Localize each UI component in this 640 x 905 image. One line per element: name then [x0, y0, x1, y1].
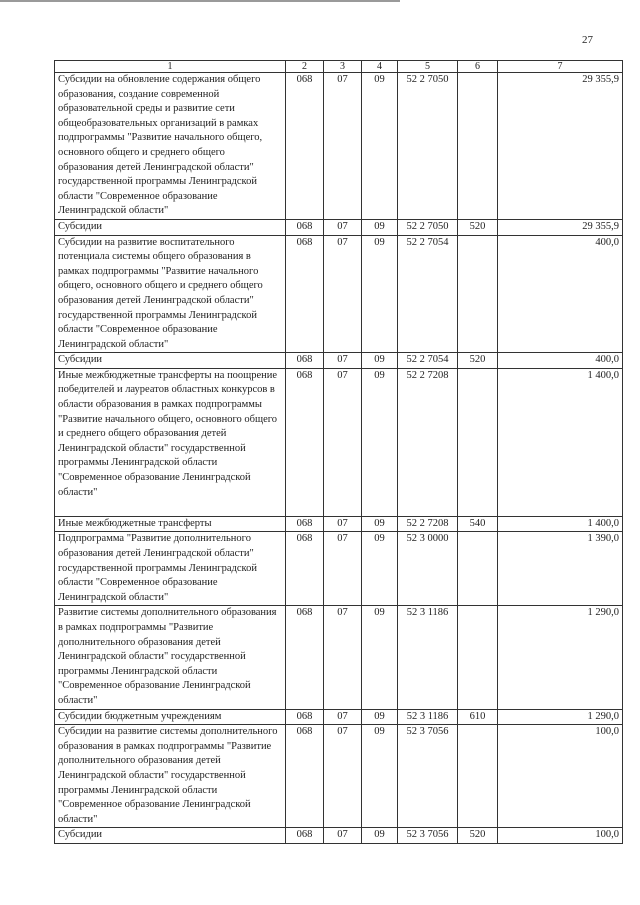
row-description: Субсидии на развитие системы дополнительного образования в рамках подпрограммы "Развитие дополнительного образования детей Ленинградской области" государственной программы Ленинградской области "Современное образование Ленинградской области": [55, 725, 286, 828]
section-code: 07: [324, 235, 362, 353]
expense-type-code: [458, 73, 498, 220]
ministry-code: 068: [286, 516, 324, 532]
section-code: 07: [324, 725, 362, 828]
amount-value: 29 355,9: [498, 219, 623, 235]
table-row: [55, 709, 623, 725]
section-code: 07: [324, 516, 362, 532]
table-row: [55, 73, 623, 220]
target-article-code: 52 3 7056: [398, 725, 458, 828]
top-rule: [0, 0, 400, 2]
row-description: Субсидии бюджетным учреждениям: [55, 709, 286, 725]
section-code: 07: [324, 709, 362, 725]
amount-value: 1 390,0: [498, 532, 623, 606]
table-row: [55, 235, 623, 353]
amount-value: 29 355,9: [498, 73, 623, 220]
section-code: 07: [324, 219, 362, 235]
amount-value: 100,0: [498, 725, 623, 828]
table-row: [55, 828, 623, 844]
ministry-code: 068: [286, 532, 324, 606]
ministry-code: 068: [286, 368, 324, 516]
ministry-code: 068: [286, 235, 324, 353]
amount-value: 1 400,0: [498, 516, 623, 532]
column-header: 5: [398, 61, 458, 73]
expense-type-code: [458, 725, 498, 828]
table-row: [55, 368, 623, 516]
subsection-code: 09: [362, 73, 398, 220]
target-article-code: 52 2 7054: [398, 235, 458, 353]
expense-type-code: [458, 235, 498, 353]
expense-type-code: 520: [458, 353, 498, 369]
target-article-code: 52 3 1186: [398, 709, 458, 725]
subsection-code: 09: [362, 606, 398, 709]
subsection-code: 09: [362, 532, 398, 606]
expense-type-code: [458, 606, 498, 709]
subsection-code: 09: [362, 368, 398, 516]
section-code: 07: [324, 353, 362, 369]
table-row: [55, 725, 623, 828]
table-row: [55, 353, 623, 369]
amount-value: 1 290,0: [498, 606, 623, 709]
target-article-code: 52 3 7056: [398, 828, 458, 844]
ministry-code: 068: [286, 219, 324, 235]
expense-type-code: 540: [458, 516, 498, 532]
expense-type-code: 520: [458, 828, 498, 844]
ministry-code: 068: [286, 353, 324, 369]
page-number: 27: [582, 34, 593, 46]
amount-value: 1 400,0: [498, 368, 623, 516]
expense-type-code: 610: [458, 709, 498, 725]
row-description: Субсидии на обновление содержания общего образования, создание современной образовательной среды и развитие сети общеобразовательных организаций в рамках подпрограммы "Развитие начального общего, основного общего и среднего общего образования детей Ленинградской области" государственной программы Ленинградской области "Современное образование Ленинградской области": [55, 73, 286, 220]
row-description: Субсидии: [55, 353, 286, 369]
column-header: 2: [286, 61, 324, 73]
target-article-code: 52 2 7050: [398, 219, 458, 235]
expense-type-code: 520: [458, 219, 498, 235]
ministry-code: 068: [286, 725, 324, 828]
row-description: Иные межбюджетные трансферты на поощрение победителей и лауреатов областных конкурсов в области образования в рамках подпрограммы "Развитие начального общего, основного общего и среднего общего образования детей Ленинградской области" государственной программы Ленинградской области "Современное образование Ленинградской области": [55, 368, 286, 516]
subsection-code: 09: [362, 516, 398, 532]
target-article-code: 52 3 0000: [398, 532, 458, 606]
column-header: 3: [324, 61, 362, 73]
table-row: [55, 516, 623, 532]
ministry-code: 068: [286, 828, 324, 844]
column-header: 4: [362, 61, 398, 73]
ministry-code: 068: [286, 606, 324, 709]
amount-value: 400,0: [498, 353, 623, 369]
table-row: [55, 219, 623, 235]
target-article-code: 52 2 7050: [398, 73, 458, 220]
expense-type-code: [458, 532, 498, 606]
budget-table: [54, 60, 623, 844]
target-article-code: 52 2 7208: [398, 516, 458, 532]
column-header: 6: [458, 61, 498, 73]
target-article-code: 52 2 7054: [398, 353, 458, 369]
section-code: 07: [324, 828, 362, 844]
subsection-code: 09: [362, 828, 398, 844]
column-header: 1: [55, 61, 286, 73]
section-code: 07: [324, 532, 362, 606]
row-description: Субсидии: [55, 219, 286, 235]
table-header-row: [55, 61, 623, 73]
row-description: Подпрограмма "Развитие дополнительного образования детей Ленинградской области" государственной программы Ленинградской области "Современное образование Ленинградской области": [55, 532, 286, 606]
subsection-code: 09: [362, 725, 398, 828]
subsection-code: 09: [362, 219, 398, 235]
target-article-code: 52 2 7208: [398, 368, 458, 516]
column-header: 7: [498, 61, 623, 73]
subsection-code: 09: [362, 709, 398, 725]
row-description: Субсидии на развитие воспитательного потенциала системы общего образования в рамках подпрограммы "Развитие начального общего, основного общего и среднего общего образования детей Ленинградской области" государственной программы Ленинградской области "Современное образование Ленинградской области": [55, 235, 286, 353]
amount-value: 100,0: [498, 828, 623, 844]
row-description: Развитие системы дополнительного образования в рамках подпрограммы "Развитие дополнительного образования детей Ленинградской области" государственной программы Ленинградской области "Современное образование Ленинградской области": [55, 606, 286, 709]
section-code: 07: [324, 73, 362, 220]
subsection-code: 09: [362, 235, 398, 353]
subsection-code: 09: [362, 353, 398, 369]
table-row: [55, 606, 623, 709]
expense-type-code: [458, 368, 498, 516]
ministry-code: 068: [286, 709, 324, 725]
section-code: 07: [324, 368, 362, 516]
row-description: Иные межбюджетные трансферты: [55, 516, 286, 532]
ministry-code: 068: [286, 73, 324, 220]
table-row: [55, 532, 623, 606]
amount-value: 1 290,0: [498, 709, 623, 725]
target-article-code: 52 3 1186: [398, 606, 458, 709]
row-description: Субсидии: [55, 828, 286, 844]
amount-value: 400,0: [498, 235, 623, 353]
section-code: 07: [324, 606, 362, 709]
